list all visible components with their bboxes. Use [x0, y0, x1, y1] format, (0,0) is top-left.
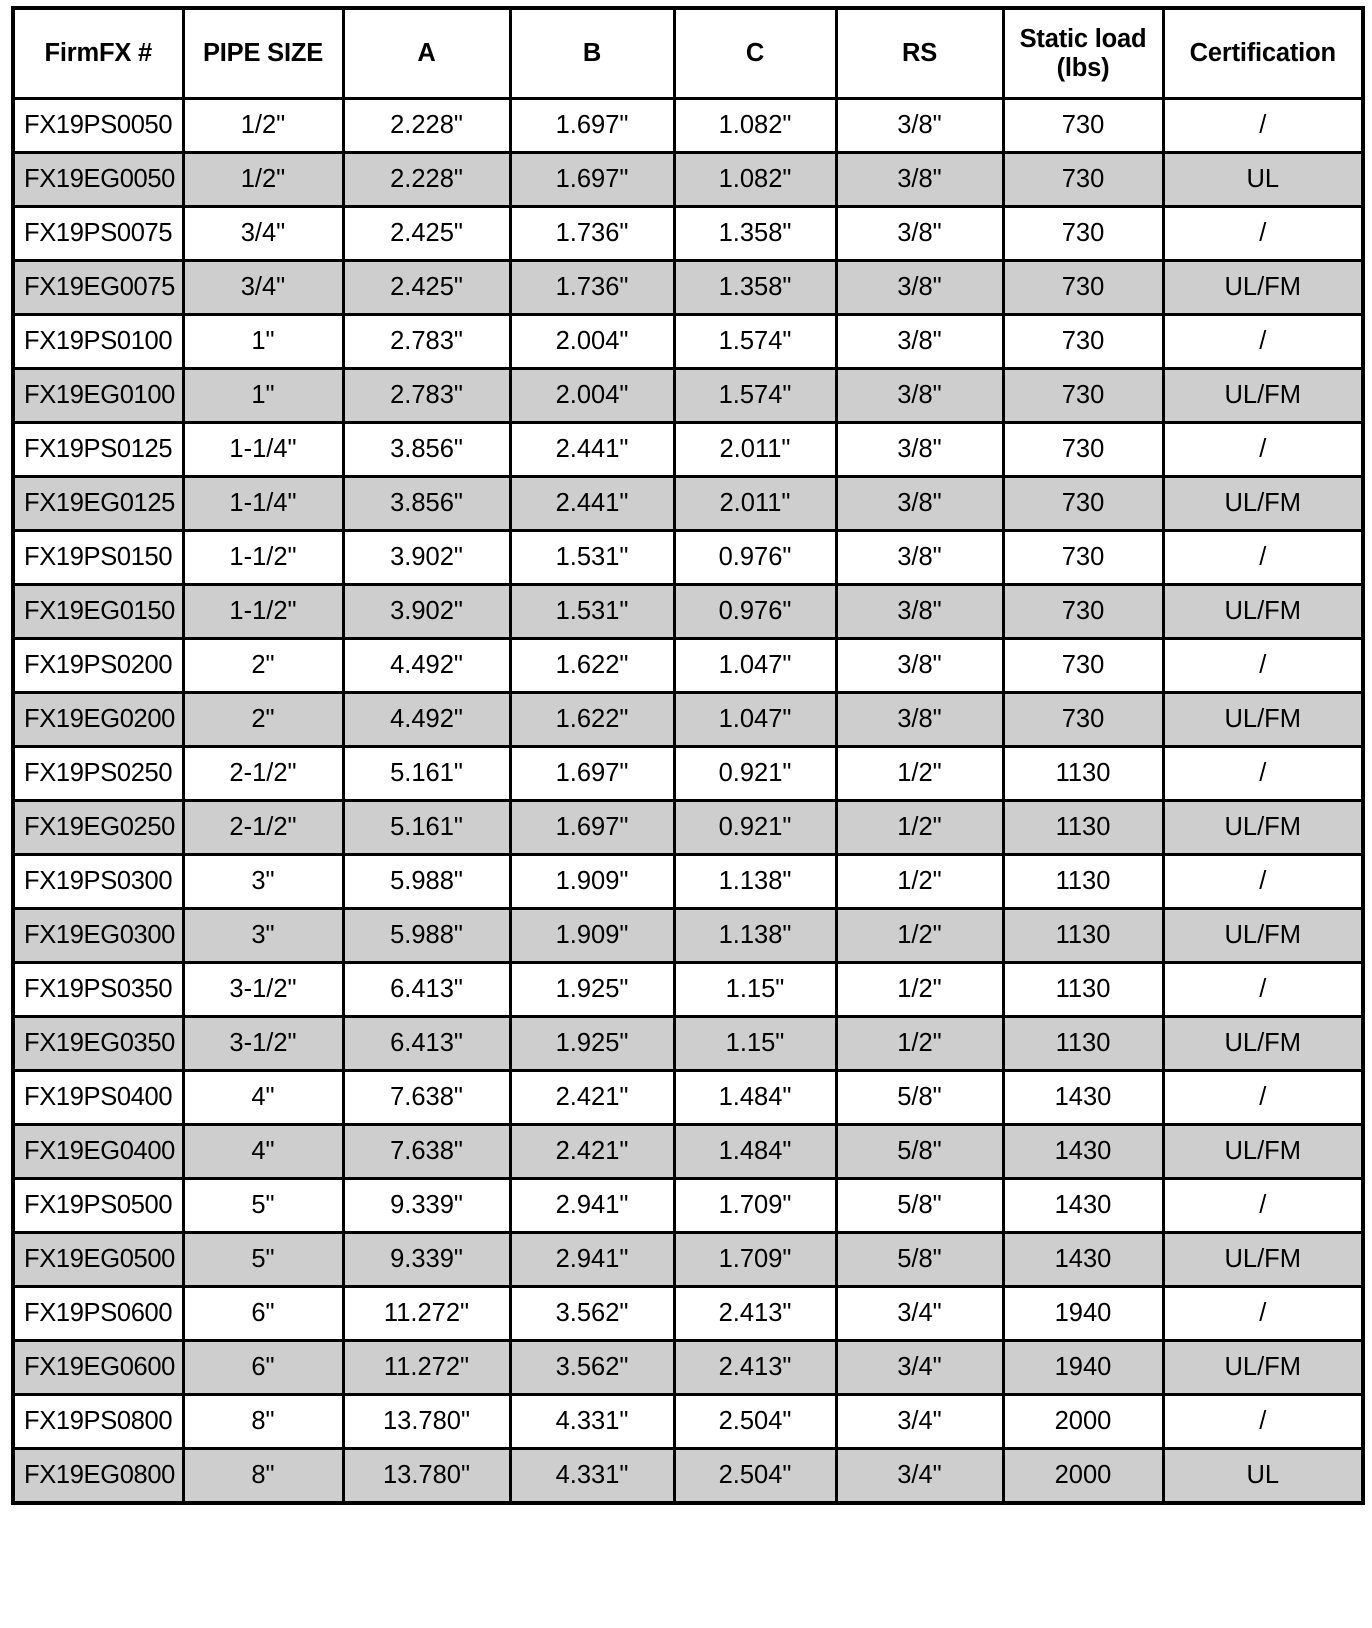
cell-load: 730 — [1003, 531, 1163, 585]
cell-b: 2.941" — [510, 1233, 674, 1287]
cell-b: 4.331" — [510, 1395, 674, 1449]
table-row — [13, 423, 1363, 477]
table-row — [13, 369, 1363, 423]
static-load-label-line1: Static load — [1019, 24, 1147, 53]
table-row — [13, 1233, 1363, 1287]
cell-cert: UL — [1163, 1449, 1363, 1504]
cell-cert: / — [1163, 531, 1363, 585]
cell-c: 2.413" — [674, 1341, 836, 1395]
cell-c: 0.921" — [674, 747, 836, 801]
column-header-b: B — [510, 8, 674, 99]
cell-load: 1130 — [1003, 801, 1163, 855]
cell-rs: 5/8" — [836, 1071, 1003, 1125]
cell-a: 2.228" — [343, 99, 510, 153]
cell-a: 6.413" — [343, 963, 510, 1017]
cell-c: 1.484" — [674, 1071, 836, 1125]
cell-load: 1130 — [1003, 909, 1163, 963]
cell-c: 1.358" — [674, 207, 836, 261]
cell-b: 4.331" — [510, 1449, 674, 1504]
cell-rs: 1/2" — [836, 909, 1003, 963]
cell-c: 0.921" — [674, 801, 836, 855]
cell-c: 1.138" — [674, 909, 836, 963]
cell-c: 1.138" — [674, 855, 836, 909]
table-row — [13, 477, 1363, 531]
table-row — [13, 963, 1363, 1017]
cell-cert: UL/FM — [1163, 909, 1363, 963]
cell-b: 1.697" — [510, 99, 674, 153]
cell-part: FX19PS0150 — [13, 531, 183, 585]
cell-part: FX19PS0500 — [13, 1179, 183, 1233]
cell-b: 2.441" — [510, 477, 674, 531]
cell-part: FX19EG0800 — [13, 1449, 183, 1504]
cell-b: 1.531" — [510, 531, 674, 585]
cell-pipe: 1/2" — [183, 99, 343, 153]
cell-pipe: 3-1/2" — [183, 963, 343, 1017]
cell-a: 4.492" — [343, 693, 510, 747]
cell-pipe: 2-1/2" — [183, 747, 343, 801]
cell-pipe: 1-1/2" — [183, 585, 343, 639]
cell-part: FX19EG0150 — [13, 585, 183, 639]
cell-cert: UL/FM — [1163, 801, 1363, 855]
cell-part: FX19EG0300 — [13, 909, 183, 963]
cell-a: 2.228" — [343, 153, 510, 207]
cell-a: 5.161" — [343, 747, 510, 801]
cell-a: 3.902" — [343, 531, 510, 585]
cell-rs: 3/8" — [836, 423, 1003, 477]
cell-part: FX19PS0600 — [13, 1287, 183, 1341]
cell-load: 730 — [1003, 153, 1163, 207]
cell-b: 1.531" — [510, 585, 674, 639]
cell-a: 2.425" — [343, 207, 510, 261]
cell-c: 1.15" — [674, 1017, 836, 1071]
cell-part: FX19EG0500 — [13, 1233, 183, 1287]
cell-part: FX19PS0350 — [13, 963, 183, 1017]
cell-cert: / — [1163, 1287, 1363, 1341]
cell-pipe: 6" — [183, 1341, 343, 1395]
column-header-certification: Certification — [1163, 8, 1363, 99]
cell-b: 1.925" — [510, 1017, 674, 1071]
cell-pipe: 2-1/2" — [183, 801, 343, 855]
cell-pipe: 1/2" — [183, 153, 343, 207]
cell-a: 2.425" — [343, 261, 510, 315]
cell-a: 9.339" — [343, 1233, 510, 1287]
cell-a: 11.272" — [343, 1287, 510, 1341]
column-header-pipe-size: PIPE SIZE — [183, 8, 343, 99]
cell-b: 1.697" — [510, 153, 674, 207]
cell-rs: 3/8" — [836, 369, 1003, 423]
table-row — [13, 1395, 1363, 1449]
cell-load: 1430 — [1003, 1179, 1163, 1233]
cell-part: FX19PS0800 — [13, 1395, 183, 1449]
table-row — [13, 99, 1363, 153]
cell-load: 1940 — [1003, 1287, 1163, 1341]
cell-cert: / — [1163, 315, 1363, 369]
cell-cert: / — [1163, 855, 1363, 909]
cell-cert: UL/FM — [1163, 693, 1363, 747]
cell-rs: 3/8" — [836, 531, 1003, 585]
table-row — [13, 153, 1363, 207]
cell-rs: 1/2" — [836, 801, 1003, 855]
cell-cert: / — [1163, 639, 1363, 693]
cell-rs: 3/8" — [836, 639, 1003, 693]
cell-b: 3.562" — [510, 1341, 674, 1395]
cell-part: FX19PS0250 — [13, 747, 183, 801]
cell-rs: 3/8" — [836, 585, 1003, 639]
cell-pipe: 1-1/4" — [183, 477, 343, 531]
cell-cert: UL/FM — [1163, 369, 1363, 423]
cell-cert: UL — [1163, 153, 1363, 207]
table-row — [13, 1179, 1363, 1233]
cell-part: FX19PS0400 — [13, 1071, 183, 1125]
cell-c: 1.574" — [674, 315, 836, 369]
cell-a: 4.492" — [343, 639, 510, 693]
cell-load: 2000 — [1003, 1449, 1163, 1504]
cell-cert: / — [1163, 1395, 1363, 1449]
cell-rs: 3/8" — [836, 693, 1003, 747]
cell-load: 1940 — [1003, 1341, 1163, 1395]
cell-cert: UL/FM — [1163, 477, 1363, 531]
cell-pipe: 2" — [183, 639, 343, 693]
cell-c: 2.413" — [674, 1287, 836, 1341]
table-body — [13, 99, 1363, 1504]
cell-load: 1130 — [1003, 855, 1163, 909]
cell-rs: 1/2" — [836, 747, 1003, 801]
cell-rs: 3/4" — [836, 1395, 1003, 1449]
cell-pipe: 8" — [183, 1395, 343, 1449]
cell-part: FX19EG0100 — [13, 369, 183, 423]
table-row — [13, 801, 1363, 855]
cell-c: 1.709" — [674, 1179, 836, 1233]
cell-load: 1130 — [1003, 747, 1163, 801]
cell-pipe: 5" — [183, 1179, 343, 1233]
cell-b: 1.697" — [510, 747, 674, 801]
cell-load: 730 — [1003, 423, 1163, 477]
cell-b: 1.736" — [510, 207, 674, 261]
cell-cert: UL/FM — [1163, 1341, 1363, 1395]
cell-b: 1.909" — [510, 855, 674, 909]
cell-b: 2.941" — [510, 1179, 674, 1233]
cell-b: 1.697" — [510, 801, 674, 855]
cell-part: FX19EG0050 — [13, 153, 183, 207]
cell-load: 730 — [1003, 693, 1163, 747]
cell-b: 3.562" — [510, 1287, 674, 1341]
cell-rs: 3/8" — [836, 477, 1003, 531]
cell-a: 2.783" — [343, 369, 510, 423]
cell-c: 0.976" — [674, 585, 836, 639]
cell-c: 1.15" — [674, 963, 836, 1017]
cell-part: FX19EG0600 — [13, 1341, 183, 1395]
cell-pipe: 6" — [183, 1287, 343, 1341]
cell-load: 730 — [1003, 585, 1163, 639]
cell-cert: UL/FM — [1163, 1233, 1363, 1287]
table-row — [13, 1125, 1363, 1179]
cell-rs: 5/8" — [836, 1233, 1003, 1287]
cell-rs: 1/2" — [836, 963, 1003, 1017]
pipe-clamp-spec-table — [11, 6, 1365, 1505]
cell-pipe: 3" — [183, 909, 343, 963]
cell-c: 1.047" — [674, 639, 836, 693]
cell-a: 2.783" — [343, 315, 510, 369]
cell-part: FX19EG0400 — [13, 1125, 183, 1179]
cell-part: FX19PS0050 — [13, 99, 183, 153]
cell-load: 730 — [1003, 99, 1163, 153]
cell-c: 2.011" — [674, 477, 836, 531]
cell-c: 1.574" — [674, 369, 836, 423]
cell-part: FX19PS0125 — [13, 423, 183, 477]
cell-c: 1.082" — [674, 153, 836, 207]
table-header — [13, 8, 1363, 99]
cell-b: 1.909" — [510, 909, 674, 963]
cell-part: FX19PS0075 — [13, 207, 183, 261]
cell-part: FX19PS0200 — [13, 639, 183, 693]
cell-pipe: 5" — [183, 1233, 343, 1287]
cell-rs: 5/8" — [836, 1125, 1003, 1179]
cell-c: 1.484" — [674, 1125, 836, 1179]
cell-b: 2.421" — [510, 1125, 674, 1179]
cell-load: 1430 — [1003, 1233, 1163, 1287]
table-row — [13, 531, 1363, 585]
column-header-a: A — [343, 8, 510, 99]
cell-a: 3.856" — [343, 423, 510, 477]
cell-part: FX19EG0350 — [13, 1017, 183, 1071]
table-header-row — [13, 8, 1363, 99]
cell-b: 2.421" — [510, 1071, 674, 1125]
cell-cert: / — [1163, 747, 1363, 801]
cell-a: 3.902" — [343, 585, 510, 639]
table-row — [13, 207, 1363, 261]
cell-a: 7.638" — [343, 1071, 510, 1125]
cell-cert: / — [1163, 99, 1363, 153]
cell-pipe: 3-1/2" — [183, 1017, 343, 1071]
cell-part: FX19PS0100 — [13, 315, 183, 369]
cell-a: 5.988" — [343, 909, 510, 963]
column-header-rs: RS — [836, 8, 1003, 99]
cell-cert: / — [1163, 963, 1363, 1017]
cell-load: 730 — [1003, 261, 1163, 315]
cell-pipe: 3/4" — [183, 261, 343, 315]
cell-cert: UL/FM — [1163, 1017, 1363, 1071]
cell-c: 1.082" — [674, 99, 836, 153]
cell-part: FX19EG0075 — [13, 261, 183, 315]
cell-part: FX19EG0250 — [13, 801, 183, 855]
cell-c: 1.047" — [674, 693, 836, 747]
cell-c: 2.504" — [674, 1395, 836, 1449]
cell-b: 1.622" — [510, 639, 674, 693]
cell-a: 3.856" — [343, 477, 510, 531]
table-row — [13, 1017, 1363, 1071]
cell-rs: 3/4" — [836, 1449, 1003, 1504]
cell-load: 1430 — [1003, 1125, 1163, 1179]
column-header-c: C — [674, 8, 836, 99]
cell-b: 2.004" — [510, 369, 674, 423]
table-row — [13, 585, 1363, 639]
cell-cert: UL/FM — [1163, 585, 1363, 639]
cell-c: 0.976" — [674, 531, 836, 585]
cell-b: 1.622" — [510, 693, 674, 747]
cell-a: 11.272" — [343, 1341, 510, 1395]
cell-part: FX19PS0300 — [13, 855, 183, 909]
cell-b: 2.004" — [510, 315, 674, 369]
cell-a: 7.638" — [343, 1125, 510, 1179]
cell-part: FX19EG0200 — [13, 693, 183, 747]
cell-rs: 5/8" — [836, 1179, 1003, 1233]
cell-load: 1130 — [1003, 1017, 1163, 1071]
cell-load: 730 — [1003, 315, 1163, 369]
cell-a: 5.988" — [343, 855, 510, 909]
table-row — [13, 1341, 1363, 1395]
cell-c: 2.011" — [674, 423, 836, 477]
cell-b: 1.925" — [510, 963, 674, 1017]
table-row — [13, 693, 1363, 747]
column-header-firmfx-number: FirmFX # — [13, 8, 183, 99]
cell-a: 13.780" — [343, 1395, 510, 1449]
cell-pipe: 2" — [183, 693, 343, 747]
cell-pipe: 4" — [183, 1125, 343, 1179]
cell-a: 13.780" — [343, 1449, 510, 1504]
cell-rs: 1/2" — [836, 855, 1003, 909]
static-load-label-line2: (lbs) — [1056, 53, 1110, 82]
cell-cert: / — [1163, 1071, 1363, 1125]
table-row — [13, 639, 1363, 693]
cell-rs: 3/8" — [836, 207, 1003, 261]
cell-cert: UL/FM — [1163, 1125, 1363, 1179]
cell-cert: / — [1163, 423, 1363, 477]
cell-b: 1.736" — [510, 261, 674, 315]
cell-rs: 3/8" — [836, 315, 1003, 369]
table-row — [13, 747, 1363, 801]
cell-pipe: 3/4" — [183, 207, 343, 261]
cell-pipe: 3" — [183, 855, 343, 909]
table-row — [13, 315, 1363, 369]
cell-c: 1.709" — [674, 1233, 836, 1287]
cell-b: 2.441" — [510, 423, 674, 477]
cell-rs: 3/4" — [836, 1341, 1003, 1395]
cell-rs: 1/2" — [836, 1017, 1003, 1071]
cell-cert: UL/FM — [1163, 261, 1363, 315]
cell-a: 9.339" — [343, 1179, 510, 1233]
cell-load: 1130 — [1003, 963, 1163, 1017]
table-row — [13, 1287, 1363, 1341]
cell-pipe: 4" — [183, 1071, 343, 1125]
cell-a: 6.413" — [343, 1017, 510, 1071]
table-row — [13, 1449, 1363, 1504]
table-row — [13, 1071, 1363, 1125]
cell-pipe: 1-1/4" — [183, 423, 343, 477]
cell-load: 1430 — [1003, 1071, 1163, 1125]
table-row — [13, 261, 1363, 315]
cell-c: 2.504" — [674, 1449, 836, 1504]
cell-pipe: 1" — [183, 369, 343, 423]
cell-pipe: 1-1/2" — [183, 531, 343, 585]
cell-part: FX19EG0125 — [13, 477, 183, 531]
cell-a: 5.161" — [343, 801, 510, 855]
cell-cert: / — [1163, 1179, 1363, 1233]
table-row — [13, 909, 1363, 963]
cell-load: 2000 — [1003, 1395, 1163, 1449]
cell-rs: 3/8" — [836, 261, 1003, 315]
cell-rs: 3/8" — [836, 153, 1003, 207]
cell-cert: / — [1163, 207, 1363, 261]
cell-load: 730 — [1003, 477, 1163, 531]
table-row — [13, 855, 1363, 909]
cell-load: 730 — [1003, 207, 1163, 261]
cell-rs: 3/4" — [836, 1287, 1003, 1341]
cell-load: 730 — [1003, 369, 1163, 423]
cell-rs: 3/8" — [836, 99, 1003, 153]
cell-pipe: 8" — [183, 1449, 343, 1504]
column-header-static-load — [1003, 8, 1163, 99]
cell-c: 1.358" — [674, 261, 836, 315]
cell-load: 730 — [1003, 639, 1163, 693]
cell-pipe: 1" — [183, 315, 343, 369]
